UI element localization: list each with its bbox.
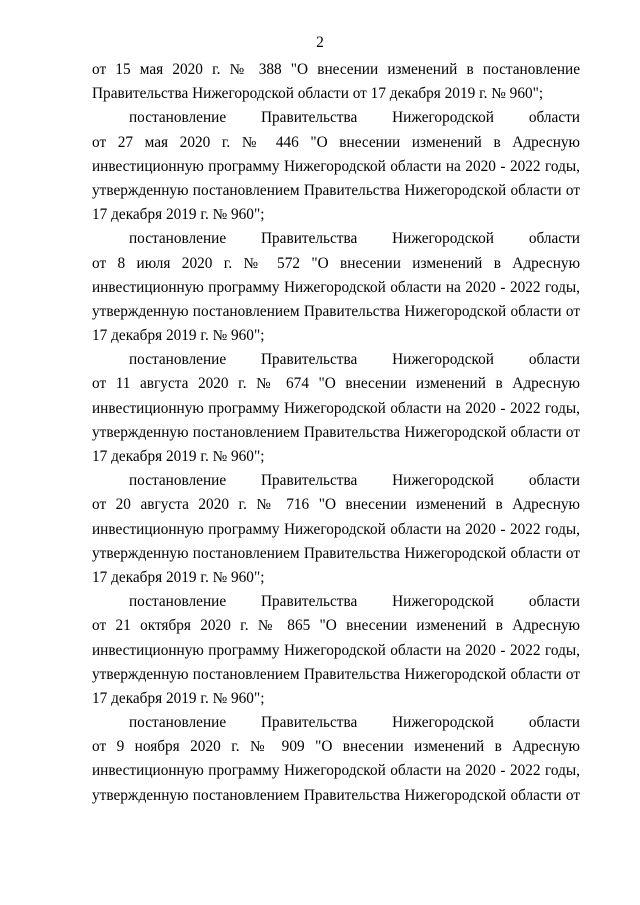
text-line: от 8 июля 2020 г. № 572 "О внесении изменений в Адресную: [92, 254, 580, 272]
text-line: утвержденную постановлением Правительства Нижегородской области от: [92, 544, 580, 562]
text-line: утвержденную постановлением Правительства Нижегородской области от: [92, 665, 580, 683]
text-line: от 9 ноября 2020 г. № 909 "О внесении изменений в Адресную: [92, 738, 580, 756]
text-line: постановление Правительства Нижегородской области: [129, 472, 580, 490]
text-line: от 20 августа 2020 г. № 716 "О внесении изменений в Адресную: [92, 496, 580, 514]
text-line: постановление Правительства Нижегородской области: [129, 109, 580, 127]
text-line: 17 декабря 2019 г. № 960";: [92, 448, 265, 465]
text-line: утвержденную постановлением Правительства Нижегородской области от: [92, 302, 580, 320]
text-line: от 15 мая 2020 г. № 388 "О внесении изменений в постановление: [92, 61, 580, 78]
text-line: от 21 октября 2020 г. № 865 "О внесении изменений в Адресную: [92, 617, 580, 635]
text-line: постановление Правительства Нижегородской области: [129, 351, 580, 369]
text-line: инвестиционную программу Нижегородской области на 2020 - 2022 годы,: [92, 157, 580, 175]
text-line: Правительства Нижегородской области от 17 декабря 2019 г. № 960";: [92, 85, 544, 103]
text-line: инвестиционную программу Нижегородской области на 2020 - 2022 годы,: [92, 520, 580, 538]
text-line: утвержденную постановлением Правительства Нижегородской области от: [92, 423, 580, 441]
text-line: постановление Правительства Нижегородской области: [129, 230, 580, 248]
text-line: от 27 мая 2020 г. № 446 "О внесении изменений в Адресную: [92, 133, 580, 151]
page-number: 2: [316, 34, 324, 51]
text-line: инвестиционную программу Нижегородской области на 2020 - 2022 годы,: [92, 278, 580, 296]
document-body: [92, 58, 580, 808]
text-line: утвержденную постановлением Правительства Нижегородской области от: [92, 786, 580, 804]
text-line: постановление Правительства Нижегородской области: [129, 714, 580, 732]
text-line: инвестиционную программу Нижегородской области на 2020 - 2022 годы,: [92, 762, 580, 780]
text-line: утвержденную постановлением Правительства Нижегородской области от: [92, 181, 580, 199]
text-line: 17 декабря 2019 г. № 960";: [92, 568, 265, 586]
text-line: инвестиционную программу Нижегородской области на 2020 - 2022 годы,: [92, 399, 580, 417]
text-line: от 11 августа 2020 г. № 674 "О внесении изменений в Адресную: [92, 375, 580, 393]
text-line: инвестиционную программу Нижегородской области на 2020 - 2022 годы,: [92, 641, 580, 659]
text-line: 17 декабря 2019 г. № 960";: [92, 689, 265, 707]
text-line: 17 декабря 2019 г. № 960";: [92, 327, 265, 345]
text-line: 17 декабря 2019 г. № 960";: [92, 206, 265, 224]
text-line: постановление Правительства Нижегородской области: [129, 593, 580, 611]
